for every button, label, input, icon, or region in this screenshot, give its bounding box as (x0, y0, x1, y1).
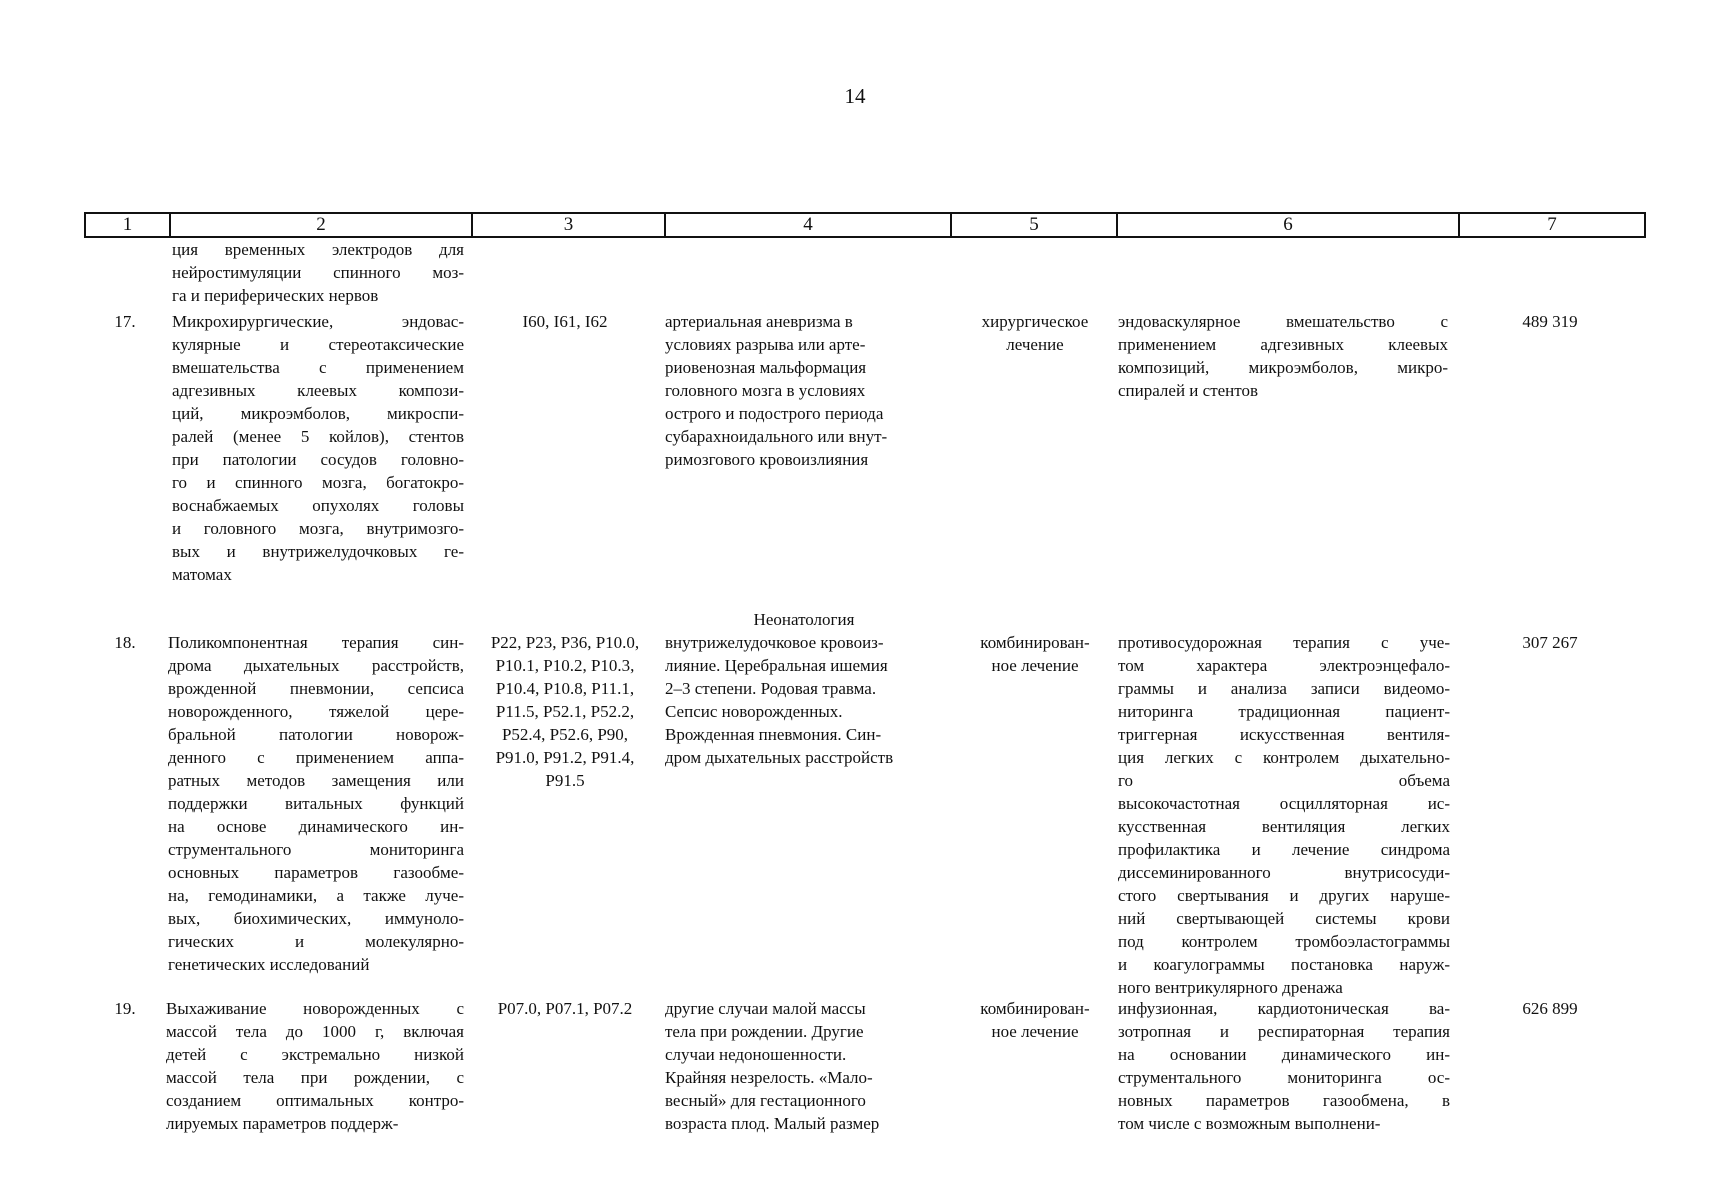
text-line: денного с применением аппа- (168, 748, 464, 767)
text-line: лечение (1006, 335, 1064, 354)
text-line: внутрижелудочковое кровоиз- (665, 633, 884, 652)
text-line: риовенозная мальформация (665, 358, 867, 377)
text-line: гических и молекулярно- (168, 932, 464, 951)
text-line: P91.5 (545, 771, 585, 790)
row-18-number: 18. (114, 633, 136, 652)
text-line: лируемых параметров поддерж- (166, 1114, 399, 1133)
text-line: высокочастотная осцилляторная ис- (1118, 794, 1450, 813)
column-header-3: 3 (472, 213, 665, 237)
text-line: на основании динамического ин- (1118, 1045, 1450, 1064)
text-line: P22, P23, P36, P10.0, (490, 633, 640, 652)
text-line: Крайняя незрелость. «Мало- (665, 1068, 873, 1087)
row-17-method (172, 310, 464, 586)
row-19-treatment-type (956, 997, 1114, 1043)
text-line: весный» для гестационного (665, 1091, 866, 1110)
text-line: массой тела при рождении, с (166, 1068, 464, 1087)
text-line: инфузионная, кардиотоническая ва- (1118, 999, 1450, 1018)
text-line: кусственная вентиляция легких (1118, 817, 1450, 836)
text-line: комбинирован- (980, 999, 1090, 1018)
row-18-treatment-method (1118, 631, 1450, 999)
text-line: ного вентрикулярного дренажа (1118, 978, 1343, 997)
row-17-treatment-type (956, 310, 1114, 356)
text-line: ратных методов замещения или (168, 771, 464, 790)
text-line: 2–3 степени. Родовая травма. (665, 679, 877, 698)
text-line: струментального мониторинга ос- (1118, 1068, 1450, 1087)
column-header-2: 2 (170, 213, 472, 237)
text-line: на основе динамического ин- (168, 817, 464, 836)
text-line: острого и подострого периода (665, 404, 884, 423)
row-17-cost: 489 319 (1522, 312, 1578, 331)
text-line: Поликомпонентная терапия син- (168, 633, 464, 652)
row-17-number: 17. (114, 312, 136, 331)
text-line: бральной патологии новорож- (168, 725, 464, 744)
text-line: го и спинного мозга, богатокро- (172, 473, 464, 492)
text-line: Выхаживание новорожденных с (166, 999, 464, 1018)
text-line: ралей (менее 5 койлов), стентов (172, 427, 464, 446)
text-line: дром дыхательных расстройств (665, 748, 894, 767)
text-line: композиций, микроэмболов, микро- (1118, 358, 1448, 377)
text-line: вых и внутрижелудочковых ге- (172, 542, 464, 561)
text-line: субарахноидального или внут- (665, 427, 888, 446)
text-line: граммы и анализа записи видеомо- (1118, 679, 1450, 698)
text-line: Сепсис новорожденных. (665, 702, 843, 721)
section-title-neonatology: Неонатология (753, 610, 855, 629)
text-line: условиях разрыва или арте- (665, 335, 866, 354)
page-number: 14 (844, 84, 866, 108)
row-19-icd-codes (470, 997, 660, 1020)
text-line: матомах (172, 565, 232, 584)
text-line: I60, I61, I62 (522, 312, 608, 331)
text-line: головного мозга в условиях (665, 381, 866, 400)
text-line: и коагулограммы постановка наруж- (1118, 955, 1450, 974)
text-line: артериальная аневризма в (665, 312, 853, 331)
text-line: ция временных электродов для (172, 240, 464, 259)
text-line: P10.1, P10.2, P10.3, (495, 656, 635, 675)
column-header-row (84, 212, 1646, 238)
text-line: диссеминированного внутрисосуди- (1118, 863, 1450, 882)
continuation-col2 (172, 238, 464, 307)
text-line: P10.4, P10.8, P11.1, (495, 679, 635, 698)
text-line: врожденной пневмонии, сепсиса (168, 679, 464, 698)
text-line: ное лечение (991, 1022, 1079, 1041)
text-line: лияние. Церебральная ишемия (665, 656, 888, 675)
text-line: P11.5, P52.1, P52.2, (495, 702, 635, 721)
row-17-treatment-method (1118, 310, 1448, 402)
text-line: кулярные и стереотаксические (172, 335, 464, 354)
text-line: вых, биохимических, иммуноло- (168, 909, 464, 928)
text-line: под контролем тромбоэластограммы (1118, 932, 1450, 951)
row-18-method (168, 631, 464, 976)
text-line: Врожденная пневмония. Син- (665, 725, 882, 744)
text-line: га и периферических нервов (172, 286, 379, 305)
text-line: струментального мониторинга (168, 840, 464, 859)
text-line: ций, микроэмболов, микроспи- (172, 404, 464, 423)
text-line: массой тела до 1000 г, включая (166, 1022, 464, 1041)
text-line: ное лечение (991, 656, 1079, 675)
text-line: ний свертывающей системы крови (1118, 909, 1450, 928)
text-line: P07.0, P07.1, P07.2 (497, 999, 633, 1018)
text-line: поддержки витальных функций (168, 794, 464, 813)
row-18-cost: 307 267 (1522, 633, 1578, 652)
text-line: применением адгезивных клеевых (1118, 335, 1448, 354)
text-line: P91.0, P91.2, P91.4, (495, 748, 635, 767)
text-line: основных параметров газообме- (168, 863, 464, 882)
row-17-diagnosis (665, 310, 950, 471)
row-18-diagnosis (665, 631, 955, 769)
text-line: стого свертывания и других наруше- (1118, 886, 1450, 905)
column-header-7: 7 (1459, 213, 1645, 237)
text-line: спиралей и стентов (1118, 381, 1259, 400)
text-line: воснабжаемых опухолях головы (172, 496, 464, 515)
text-line: римозгового кровоизлияния (665, 450, 869, 469)
text-line: P52.4, P52.6, P90, (501, 725, 629, 744)
row-19-method (166, 997, 464, 1135)
text-line: адгезивных клеевых компози- (172, 381, 464, 400)
text-line: хирургическое (981, 312, 1089, 331)
text-line: созданием оптимальных контро- (166, 1091, 464, 1110)
text-line: том характера электроэнцефало- (1118, 656, 1450, 675)
row-18-icd-codes (470, 631, 660, 792)
text-line: зотропная и респираторная терапия (1118, 1022, 1450, 1041)
text-line: детей с экстремально низкой (166, 1045, 464, 1064)
text-line: на, гемодинамики, а также луче- (168, 886, 464, 905)
text-line: другие случаи малой массы (665, 999, 866, 1018)
text-line: нейростимуляции спинного моз- (172, 263, 464, 282)
column-header-4: 4 (665, 213, 951, 237)
text-line: случаи недоношенности. (665, 1045, 847, 1064)
row-19-number: 19. (114, 999, 136, 1018)
text-line: ция легких с контролем дыхательно- (1118, 748, 1450, 767)
row-17-icd-codes (472, 310, 658, 333)
text-line: триггерная искусственная вентиля- (1118, 725, 1450, 744)
text-line: комбинирован- (980, 633, 1090, 652)
column-header-1: 1 (85, 213, 170, 237)
text-line: противосудорожная терапия с уче- (1118, 633, 1450, 652)
text-line: новорожденного, тяжелой цере- (168, 702, 464, 721)
text-line: дрома дыхательных расстройств, (168, 656, 464, 675)
text-line: эндоваскулярное вмешательство с (1118, 312, 1448, 331)
text-line: новных параметров газообмена, в (1118, 1091, 1450, 1110)
text-line: профилактика и лечение синдрома (1118, 840, 1450, 859)
text-line: тела при рождении. Другие (665, 1022, 864, 1041)
text-line: генетических исследований (168, 955, 370, 974)
text-line: том числе с возможным выполнени- (1118, 1114, 1381, 1133)
row-19-diagnosis (665, 997, 955, 1135)
row-19-treatment-method (1118, 997, 1450, 1135)
column-header-6: 6 (1117, 213, 1459, 237)
column-header-5: 5 (951, 213, 1117, 237)
text-line: ниторинга традиционная пациент- (1118, 702, 1450, 721)
text-line: и головного мозга, внутримозго- (172, 519, 464, 538)
row-18-treatment-type (956, 631, 1114, 677)
text-line: Микрохирургические, эндовас- (172, 312, 464, 331)
text-line: возраста плод. Малый размер (665, 1114, 880, 1133)
row-19-cost: 626 899 (1522, 999, 1578, 1018)
text-line: го объема (1118, 771, 1450, 790)
text-line: вмешательства с применением (172, 358, 464, 377)
text-line: при патологии сосудов головно- (172, 450, 464, 469)
